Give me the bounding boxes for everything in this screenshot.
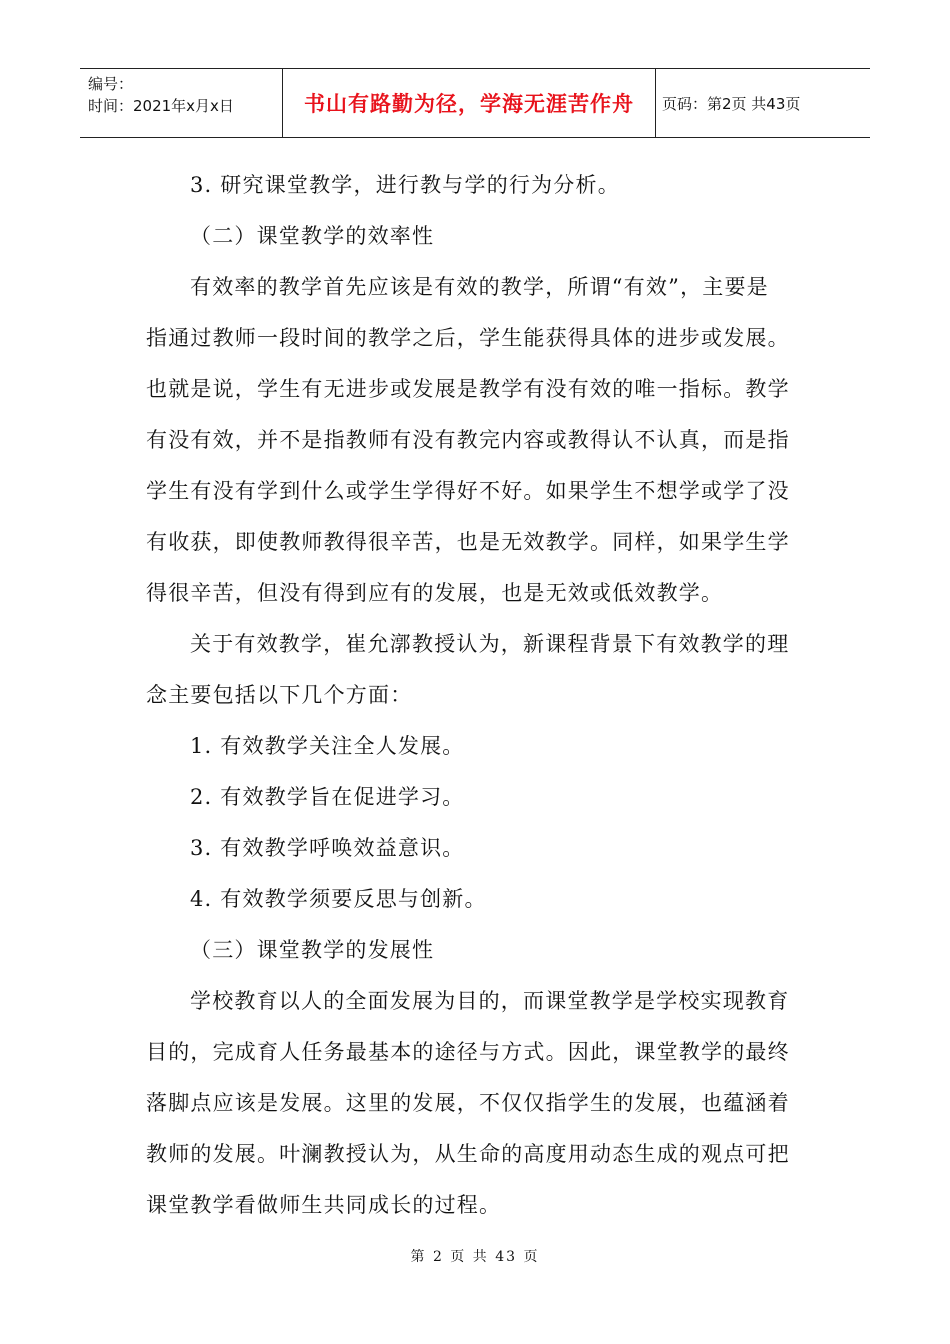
header-page-cell [656, 69, 870, 137]
paragraph-line: 学生有没有学到什么或学生学得好不好。如果学生不想学或学了没 [146, 479, 790, 503]
paragraph-line: 课堂教学看做师生共同成长的过程。 [146, 1193, 502, 1217]
paragraph-line: 得很辛苦，但没有得到应有的发展，也是无效或低效教学。 [146, 581, 724, 605]
paragraph-line: 关于有效教学，崔允漷教授认为，新课程背景下有效教学的理 [190, 632, 790, 656]
paragraph-line: 有没有效，并不是指教师有没有教完内容或教得认不认真，而是指 [146, 428, 790, 452]
page-number-label: 页码：第2页 共43页 [662, 94, 801, 113]
paragraph-line: 落脚点应该是发展。这里的发展，不仅仅指学生的发展，也蕴涵着 [146, 1091, 790, 1115]
time-label: 时间：2021年x月x日 [88, 97, 234, 115]
list-item: 1. 有效教学关注全人发展。 [190, 734, 465, 758]
document-body [146, 160, 806, 1231]
paragraph-line: 学校教育以人的全面发展为目的，而课堂教学是学校实现教育 [190, 989, 790, 1013]
list-item: 4. 有效教学须要反思与创新。 [190, 887, 487, 911]
paragraph-line: 念主要包括以下几个方面： [146, 683, 413, 707]
page-header [80, 68, 870, 138]
header-left-cell [80, 69, 282, 137]
number-label: 编号： [88, 75, 134, 93]
section-heading: （二）课堂教学的效率性 [190, 224, 435, 248]
section-heading: （三）课堂教学的发展性 [190, 938, 435, 962]
paragraph-line: 教师的发展。叶澜教授认为，从生命的高度用动态生成的观点可把 [146, 1142, 790, 1166]
paragraph-line: 有效率的教学首先应该是有效的教学，所谓“有效”，主要是 [190, 275, 769, 299]
page-footer: 第 2 页 共 43 页 [410, 1249, 540, 1265]
header-motto-cell [282, 69, 656, 137]
list-item: 3. 研究课堂教学，进行教与学的行为分析。 [190, 173, 620, 197]
paragraph-line: 有收获，即使教师教得很辛苦，也是无效教学。同样，如果学生学 [146, 530, 790, 554]
paragraph-line: 也就是说，学生有无进步或发展是教学有没有效的唯一指标。教学 [146, 377, 790, 401]
paragraph-line: 目的，完成育人任务最基本的途径与方式。因此，课堂教学的最终 [146, 1040, 790, 1064]
list-item: 2. 有效教学旨在促进学习。 [190, 785, 465, 809]
paragraph-line: 指通过教师一段时间的教学之后，学生能获得具体的进步或发展。 [146, 326, 790, 350]
list-item: 3. 有效教学呼唤效益意识。 [190, 836, 465, 860]
motto-text: 书山有路勤为径，学海无涯苦作舟 [304, 92, 634, 116]
